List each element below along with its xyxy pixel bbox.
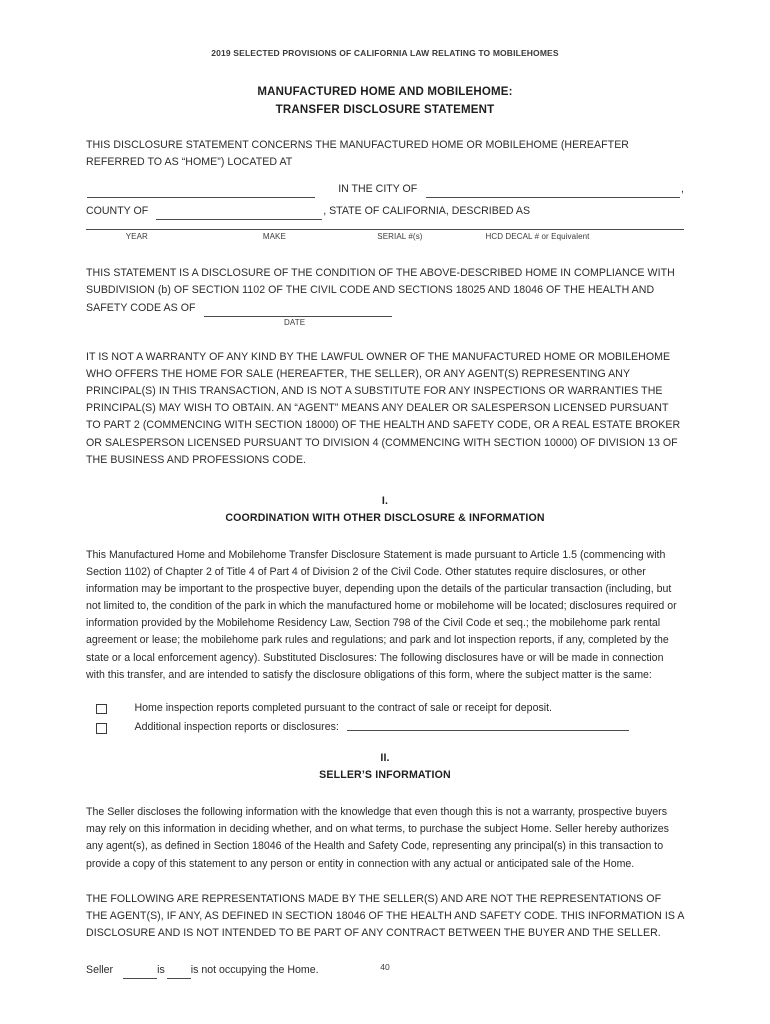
substituted-disclosures-list — [86, 700, 684, 736]
checkbox-icon[interactable] — [96, 723, 107, 734]
street-address-blank[interactable] — [87, 188, 315, 198]
document-title-block — [86, 84, 684, 120]
seller-occupancy-prefix: Seller — [86, 964, 114, 977]
additional-disclosures-blank[interactable] — [347, 721, 629, 731]
compliance-line-1: THIS STATEMENT IS A DISCLOSURE OF THE CONDITION OF THE ABOVE-DESCRIBED HOME IN COMPLIANCE WITH — [86, 267, 675, 280]
county-of-label: COUNTY OF — [86, 205, 149, 218]
county-blank[interactable] — [156, 210, 322, 220]
home-description-rule — [86, 229, 684, 230]
section-two-body-1: The Seller discloses the following information with the knowledge that even though this is not a warranty, prospective buyers may rely on this information in deciding whether, and on what terms, to purchase the subject Home. Seller hereby authorizes any agent(s), as defined in Section 18046 of the Health and Safety Code, representing any principal(s) in this transaction to provide a copy of this statement to any person or entity in connection with any actual or anticipated sale of the Home. — [86, 806, 669, 870]
field-label-serial: SERIAL #(s) — [377, 232, 423, 242]
home-field-label-row — [86, 232, 684, 248]
compliance-line-2: SUBDIVISION (b) OF SECTION 1102 OF THE CIVIL CODE AND SECTIONS 18025 AND 18046 OF THE HEALTH AND — [86, 284, 655, 297]
compliance-date-blank[interactable] — [204, 307, 392, 317]
address-line-row — [86, 181, 684, 198]
field-label-year: YEAR — [125, 232, 148, 242]
section-two-heading: SELLER’S INFORMATION — [319, 769, 451, 782]
in-the-city-of-label: IN THE CITY OF — [338, 182, 418, 195]
field-label-make: MAKE — [262, 232, 286, 242]
county-line-row — [86, 203, 684, 220]
address-line-comma: , — [681, 182, 684, 195]
document-title-line-1: MANUFACTURED HOME AND MOBILEHOME: — [257, 86, 513, 98]
checkbox-label-home-inspection-reports: Home inspection reports completed pursuant to the contract of sale or receipt for deposit. — [134, 701, 552, 714]
document-title-line-2: TRANSFER DISCLOSURE STATEMENT — [275, 103, 495, 116]
disclosure-concerns-paragraph: THIS DISCLOSURE STATEMENT CONCERNS THE MANUFACTURED HOME OR MOBILEHOME (HEREAFTER REFERRED TO AS “HOME”) LOCATED AT — [86, 138, 630, 168]
checkbox-item-additional-disclosures[interactable] — [86, 719, 684, 736]
seller-is-not-label: is not occupying the Home. — [190, 964, 319, 977]
checkbox-icon[interactable] — [96, 704, 107, 715]
section-one-numeral: I. — [381, 494, 389, 507]
checkbox-label-additional-disclosures: Additional inspection reports or disclosures: — [134, 721, 339, 734]
date-label: DATE — [284, 317, 306, 327]
section-one-heading: COORDINATION WITH OTHER DISCLOSURE & INFORMATION — [225, 511, 545, 524]
compliance-date-row — [86, 300, 684, 317]
running-header: 2019 SELECTED PROVISIONS OF CALIFORNIA LAW RELATING TO MOBILEHOMES — [211, 48, 559, 58]
seller-is-label: is — [157, 964, 165, 977]
state-described-as-label: , STATE OF CALIFORNIA, DESCRIBED AS — [323, 205, 531, 218]
section-two-numeral: II. — [380, 752, 390, 765]
city-blank[interactable] — [426, 188, 680, 198]
safety-code-as-of-label: SAFETY CODE AS OF — [86, 301, 196, 314]
section-two-body-2: THE FOLLOWING ARE REPRESENTATIONS MADE BY THE SELLER(S) AND ARE NOT THE REPRESENTATIONS OF THE AGENT(S), IF ANY, AS DEFINED IN SECTION 18046 OF THE HEALTH AND SAFETY CODE. THIS INFORMATION IS A DISCLOSURE AND IS NOT INTENDED TO BE PART OF ANY CONTRACT BETWEEN THE BUYER AND THE SELLER. — [86, 892, 684, 940]
checkbox-item-home-inspection-reports[interactable] — [86, 700, 684, 717]
field-label-hcd-decal: HCD DECAL # or Equivalent — [485, 232, 590, 242]
page-number: 40 — [380, 962, 390, 972]
warranty-disclaimer-paragraph: IT IS NOT A WARRANTY OF ANY KIND BY THE LAWFUL OWNER OF THE MANUFACTURED HOME OR MOBILEHOME WHO OFFERS THE HOME FOR SALE (HEREAFTER, THE SELLER), OR ANY AGENT(S) REPRESENTING ANY PRINCIPAL(S) IN THIS TRANSACTION, AND IS NOT A SUBSTITUTE FOR ANY INSPECTIONS OR WARRANTIES THE PRINCIPAL(S) MAY WISH TO OBTAIN. AN “AGENT” MEANS ANY DEALER OR SALESPERSON LICENSED PURSUANT TO PART 2 (COMMENCING WITH SECTION 18000) OF THE HEALTH AND SAFETY CODE, OR A REAL ESTATE BROKER OR SALESPERSON LICENSED PURSUANT TO DIVISION 4 (COMMENCING WITH SECTION 10000) OF DIVISION 13 OF THE BUSINESS AND PROFESSIONS CODE. — [86, 350, 681, 466]
section-one-body: This Manufactured Home and Mobilehome Transfer Disclosure Statement is made pursuant to Article 1.5 (commencing with Section 1102) of Chapter 2 of Title 4 of Part 4 of Division 2 of the Civil Code. Other statutes require disclosures, or other information may be important to the prospective buyer, depending upon the details of the particular transaction (including, but not limited to, the condition of the park in which the manufactured home or mobilehome will be located; disclosures required or information provided by the Mobilehome Residency Law, Section 798 of the Civil Code et seq.; the mobilehome park rental agreement or lease; the mobilehome park rules and regulations; and park and lot inspection reports, if any, completed by the state or a local enforcement agency). Substituted Disclosures: The following disclosures have or will be made in connection with this transfer, and are intended to satisfy the disclosure obligations of this form, where the subject matter is the same: — [86, 548, 677, 681]
